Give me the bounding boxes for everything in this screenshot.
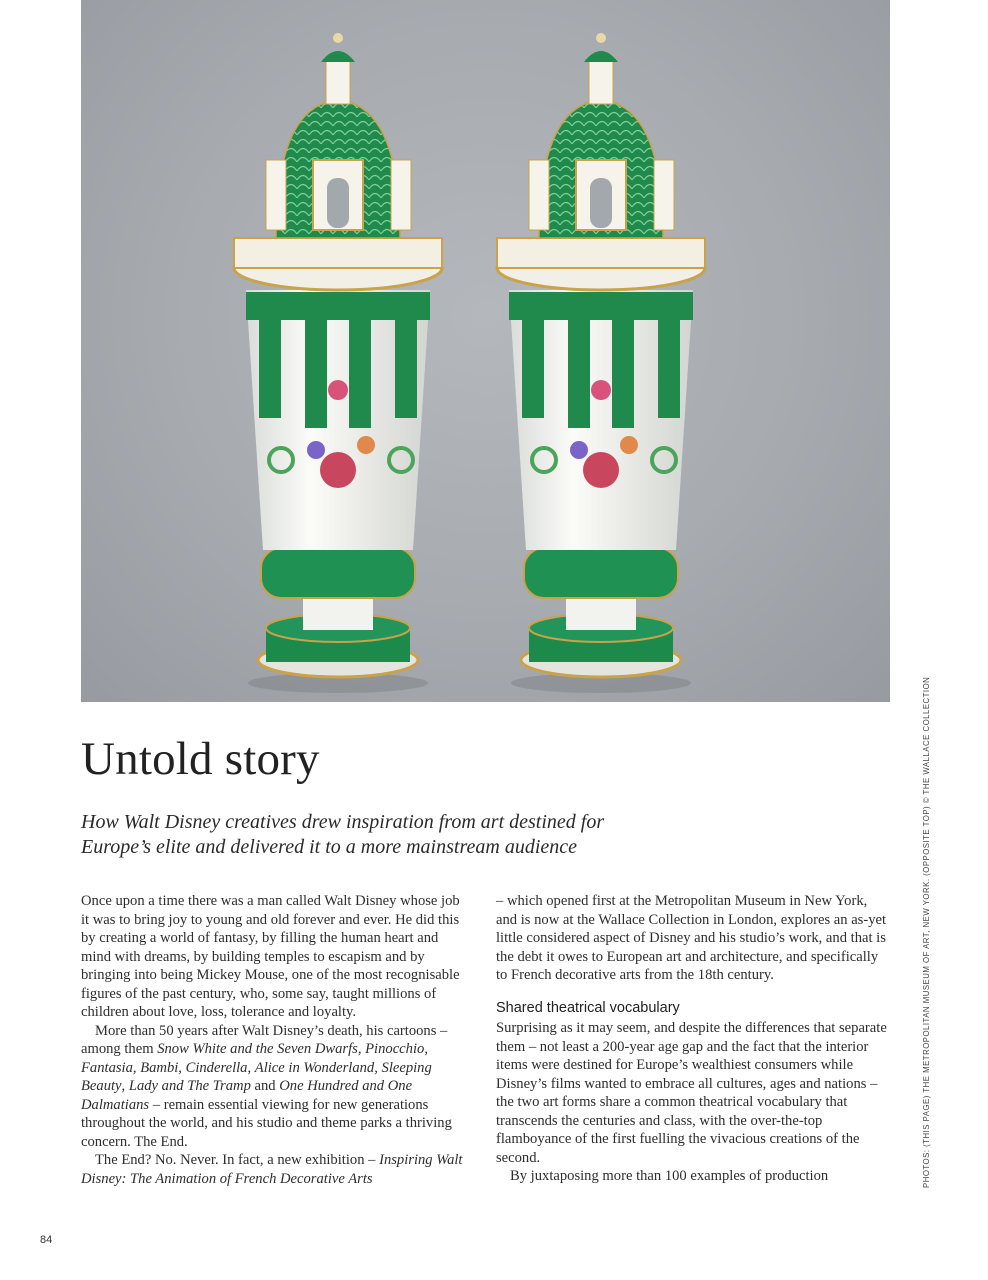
paragraph-5: By juxtaposing more than 100 examples of production [510,1168,829,1184]
vases-photo [81,0,890,702]
paragraph-1: Once upon a time there was a man called Walt Disney whose job it was to bring joy to young and old forever and ever. He did this by creating a world of fantasy, by filling the human heart and mind with dreams, by building temples to escapism and by bringing into being Mickey Mouse, one of the most recognisable figures of the past century, who, some say, taught millions of children about love, loss, tolerance and loyalty. [81,893,460,1020]
body-column-2 [496,892,888,1186]
body-column-1 [81,892,466,1188]
paragraph-3-continued: – which opened first at the Metropolitan Museum in New York, and is now at the Wallace Collection in London, explores an as-yet little considered aspect of Disney and his studio’s work, and that is the debt it owes to European art and architecture, and specifically to French decorative arts from the 18th century. [496,893,887,983]
standfirst-line-1: How Walt Disney creatives drew inspiration from art destined for [81,811,605,833]
paragraph-3-start: The End? No. Never. In fact, a new exhibition – Inspiring Walt Disney: The Animation of French Decorative Arts [81,1152,463,1187]
paragraph-4: Surprising as it may seem, and despite the differences that separate them – not least a 200-year age gap and the fact that the interior items were destined for Europe’s wealthiest consumers while Disney’s films wanted to embrace all cultures, ages and nations – the two art forms share a common theatrical vocabulary that transcends the centuries and class, with the over-the-top flamboyance of the first fuelling the vivacious creations of the second. [496,1020,887,1166]
photo-credit: PHOTOS: (THIS PAGE) THE METROPOLITAN MUSEUM OF ART, NEW YORK. (OPPOSITE TOP) © THE WALLACE COLLECTION [922,676,931,1188]
left-vase [234,33,442,693]
porcelain-vases-illustration [81,0,890,702]
standfirst [81,810,641,860]
article-title: Untold story [81,733,320,785]
standfirst-line-2: Europe’s elite and delivered it to a more mainstream audience [81,836,578,858]
page-number: 84 [40,1234,53,1246]
right-vase [497,33,705,693]
subheading: Shared theatrical vocabulary [496,999,680,1016]
paragraph-2: More than 50 years after Walt Disney’s death, his cartoons – among them Snow White and the Seven Dwarfs, Pinocchio, Fantasia, Bambi, Cinderella, Alice in Wonderland, Sleeping Beauty, Lady and The Tramp and One Hundred and One Dalmatians – remain essential viewing for new generations throughout the world, and his studio and theme parks a thriving concern. The End. [81,1022,452,1150]
